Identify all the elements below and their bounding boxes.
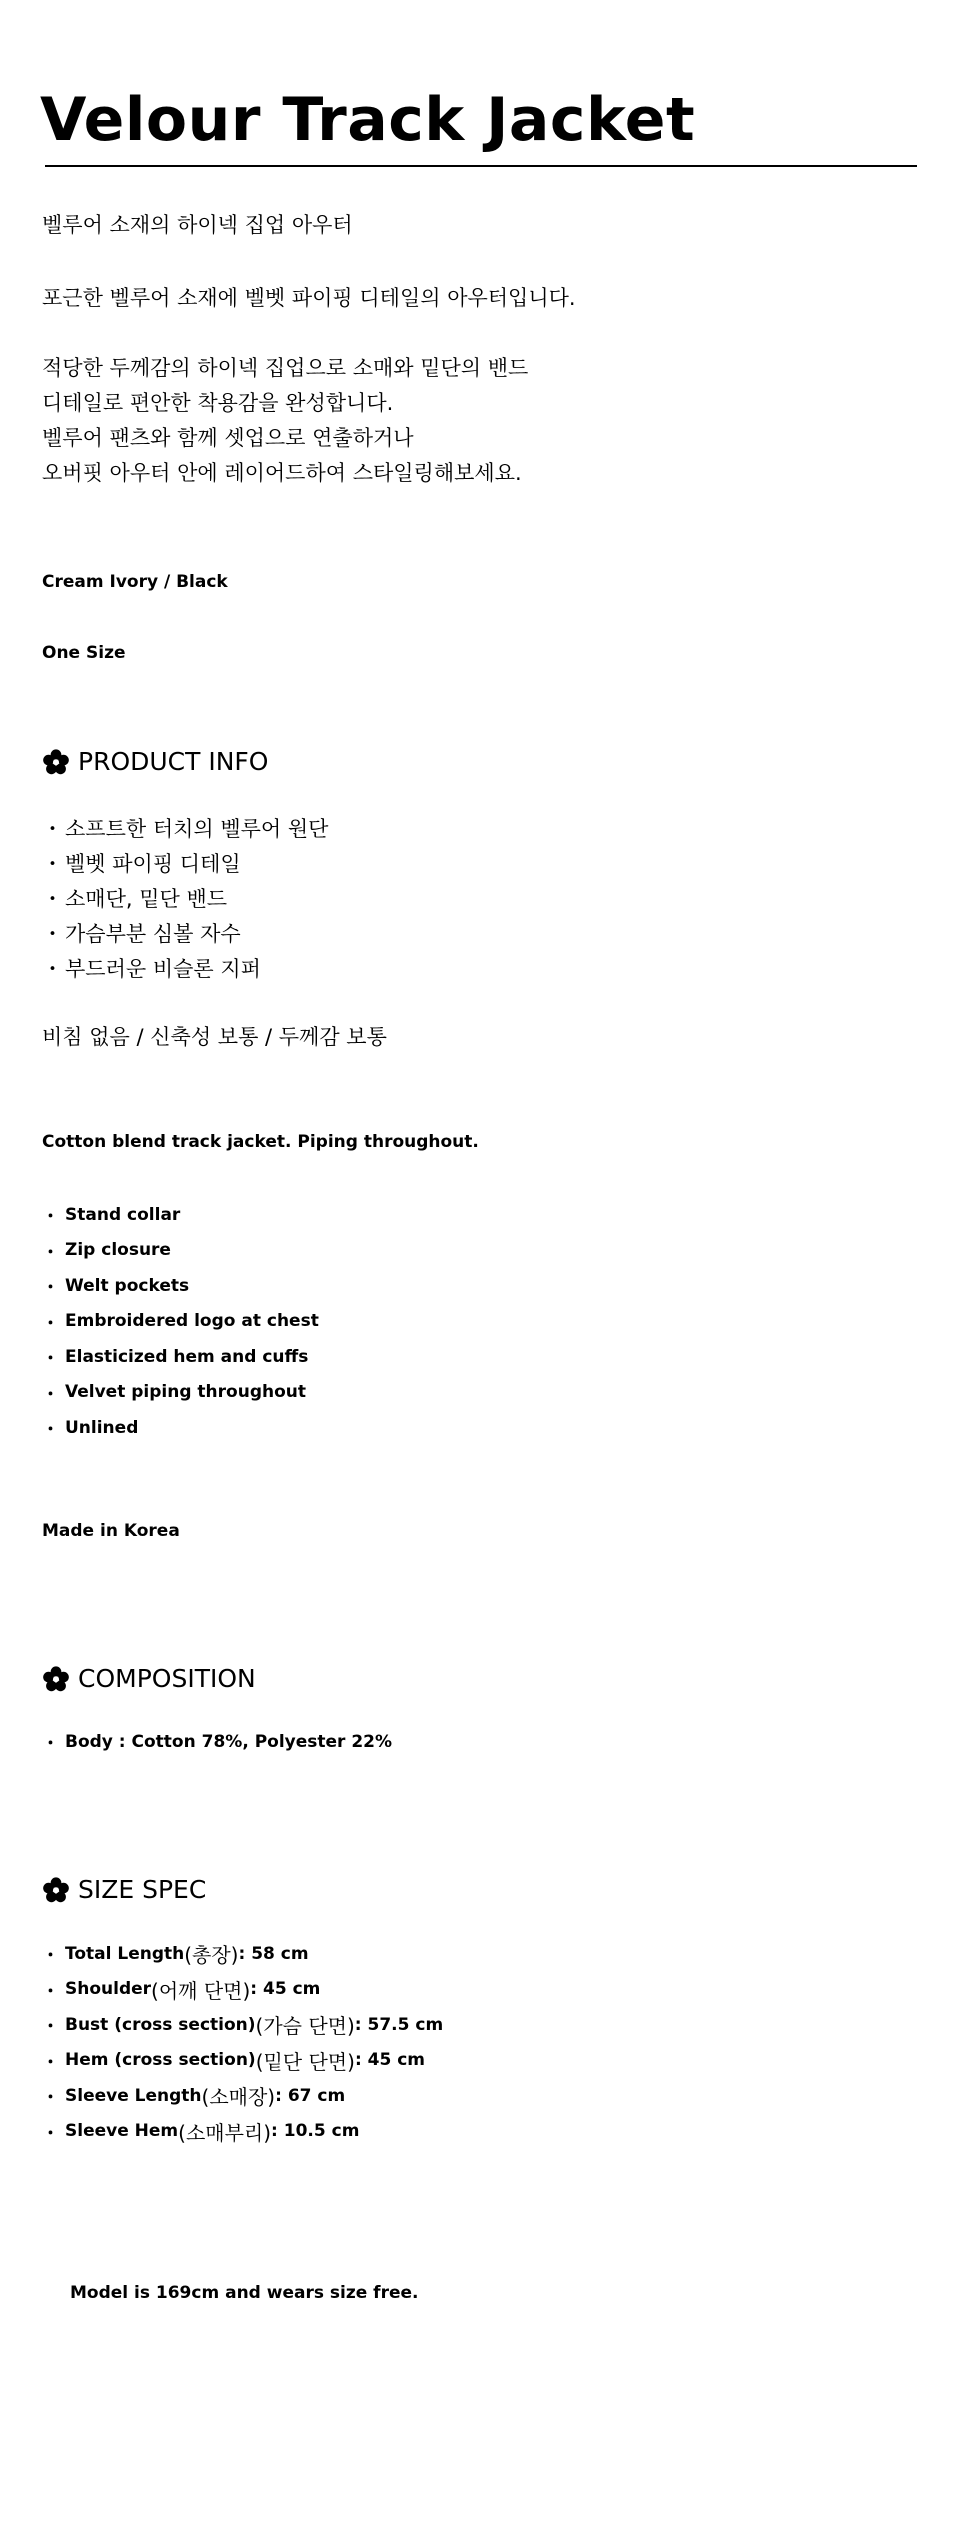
- flower-icon: [42, 1665, 70, 1693]
- product-info-heading-text: PRODUCT INFO: [78, 747, 269, 776]
- list-item-text: Zip closure: [65, 1240, 171, 1261]
- list-item: [42, 1304, 319, 1340]
- spec-label: Sleeve Length: [65, 2085, 202, 2106]
- bullet: ・: [42, 1734, 59, 1755]
- bullet: ・: [42, 851, 63, 876]
- bullet: ・: [42, 2052, 59, 2073]
- list-item: [42, 810, 328, 845]
- list-item: [42, 950, 328, 985]
- list-item-text: Welt pockets: [65, 1275, 190, 1296]
- bullet: ・: [42, 886, 63, 911]
- title-divider: [45, 165, 917, 167]
- list-item: [42, 1197, 319, 1233]
- intro-line-1: 벨루어 소재의 하이넥 집업 아우터: [42, 213, 353, 237]
- list-item-text: Body : Cotton 78%, Polyester 22%: [65, 1731, 393, 1752]
- list-item-text: Embroidered logo at chest: [65, 1311, 319, 1332]
- list-item: [42, 1410, 319, 1446]
- spec-label: Shoulder: [65, 1979, 152, 2000]
- bullet: ・: [42, 816, 63, 841]
- spec-label-kr: (밑단 단면): [255, 2049, 355, 2074]
- bullet: ・: [42, 2088, 59, 2109]
- list-item-text: 벨벳 파이핑 디테일: [65, 851, 241, 876]
- list-item-text: 가슴부분 심볼 자수: [65, 921, 241, 946]
- product-features-en: [42, 1197, 319, 1446]
- list-item: [42, 915, 328, 950]
- spec-value: : 57.5 cm: [354, 2014, 444, 2035]
- bullet: ・: [42, 1313, 59, 1334]
- list-item-text: Velvet piping throughout: [65, 1382, 306, 1403]
- size-option: One Size: [42, 643, 126, 663]
- size-spec-row: [42, 2114, 443, 2150]
- intro-line-2: 포근한 벨루어 소재에 벨벳 파이핑 디테일의 아우터입니다.: [42, 286, 576, 310]
- product-info-heading: [42, 747, 268, 776]
- spec-label-kr: (어깨 단면): [151, 1978, 251, 2003]
- list-item-text: 부드러운 비슬론 지퍼: [65, 956, 261, 981]
- composition-list: [42, 1724, 392, 1760]
- list-item: [42, 1268, 319, 1304]
- composition-heading: [42, 1664, 256, 1693]
- list-item: [42, 1375, 319, 1411]
- size-spec-row: [42, 2007, 443, 2043]
- bullet: ・: [42, 2123, 59, 2144]
- bullet: ・: [42, 1349, 59, 1370]
- spec-label-kr: (소매부리): [178, 2120, 272, 2145]
- spec-label: Hem (cross section): [65, 2050, 256, 2071]
- list-item: [42, 1724, 392, 1760]
- bullet: ・: [42, 1981, 59, 2002]
- bullet: ・: [42, 2017, 59, 2038]
- list-item-text: Unlined: [65, 1417, 139, 1438]
- list-item-text: 소매단, 밑단 밴드: [65, 886, 228, 911]
- bullet: ・: [42, 1207, 59, 1228]
- spec-label: Sleeve Hem: [65, 2121, 179, 2142]
- intro-line-4: 디테일로 편안한 착용감을 완성합니다.: [42, 391, 394, 415]
- bullet: ・: [42, 1242, 59, 1263]
- spec-value: : 67 cm: [275, 2085, 346, 2106]
- bullet: ・: [42, 1420, 59, 1441]
- spec-label-kr: (소매장): [201, 2085, 276, 2110]
- bullet: ・: [42, 956, 63, 981]
- list-item: [42, 1233, 319, 1269]
- spec-label: Total Length: [65, 1943, 185, 1964]
- size-spec-row: [42, 2078, 443, 2114]
- size-spec-row: [42, 2043, 443, 2079]
- spec-value: : 58 cm: [238, 1943, 309, 1964]
- composition-heading-text: COMPOSITION: [78, 1664, 256, 1693]
- size-spec-heading: [42, 1875, 206, 1904]
- bullet: ・: [42, 1384, 59, 1405]
- list-item-text: Elasticized hem and cuffs: [65, 1346, 309, 1367]
- product-features-kr: [42, 810, 328, 985]
- list-item: [42, 845, 328, 880]
- size-spec-heading-text: SIZE SPEC: [78, 1875, 207, 1904]
- intro-line-6: 오버핏 아우터 안에 레이어드하여 스타일링해보세요.: [42, 461, 522, 485]
- color-options: Cream Ivory / Black: [42, 572, 228, 592]
- size-spec-row: [42, 1972, 443, 2008]
- list-item-text: Stand collar: [65, 1204, 181, 1225]
- model-note: Model is 169cm and wears size free.: [70, 2283, 419, 2303]
- spec-value: : 10.5 cm: [271, 2121, 360, 2142]
- origin-text: Made in Korea: [42, 1521, 180, 1541]
- list-item-text: 소프트한 터치의 벨루어 원단: [65, 816, 329, 841]
- fabric-attributes: 비침 없음 / 신축성 보통 / 두께감 보통: [42, 1025, 387, 1049]
- size-spec-list: [42, 1936, 443, 2149]
- bullet: ・: [42, 1946, 59, 1967]
- intro-line-5: 벨루어 팬츠와 함께 셋업으로 연출하거나: [42, 426, 414, 450]
- bullet: ・: [42, 921, 63, 946]
- spec-value: : 45 cm: [250, 1979, 321, 2000]
- list-item: [42, 1339, 319, 1375]
- product-description: Cotton blend track jacket. Piping throughout.: [42, 1132, 479, 1152]
- spec-label-kr: (가슴 단면): [255, 2014, 355, 2039]
- spec-value: : 45 cm: [354, 2050, 426, 2071]
- flower-icon: [42, 748, 70, 776]
- intro-line-3: 적당한 두께감의 하이넥 집업으로 소매와 밑단의 밴드: [42, 356, 529, 380]
- spec-label-kr: (총장): [184, 1943, 239, 1968]
- spec-label: Bust (cross section): [65, 2014, 256, 2035]
- page-title: Velour Track Jacket: [40, 85, 696, 155]
- size-spec-row: [42, 1936, 443, 1972]
- list-item: [42, 880, 328, 915]
- flower-icon: [42, 1876, 70, 1904]
- bullet: ・: [42, 1278, 59, 1299]
